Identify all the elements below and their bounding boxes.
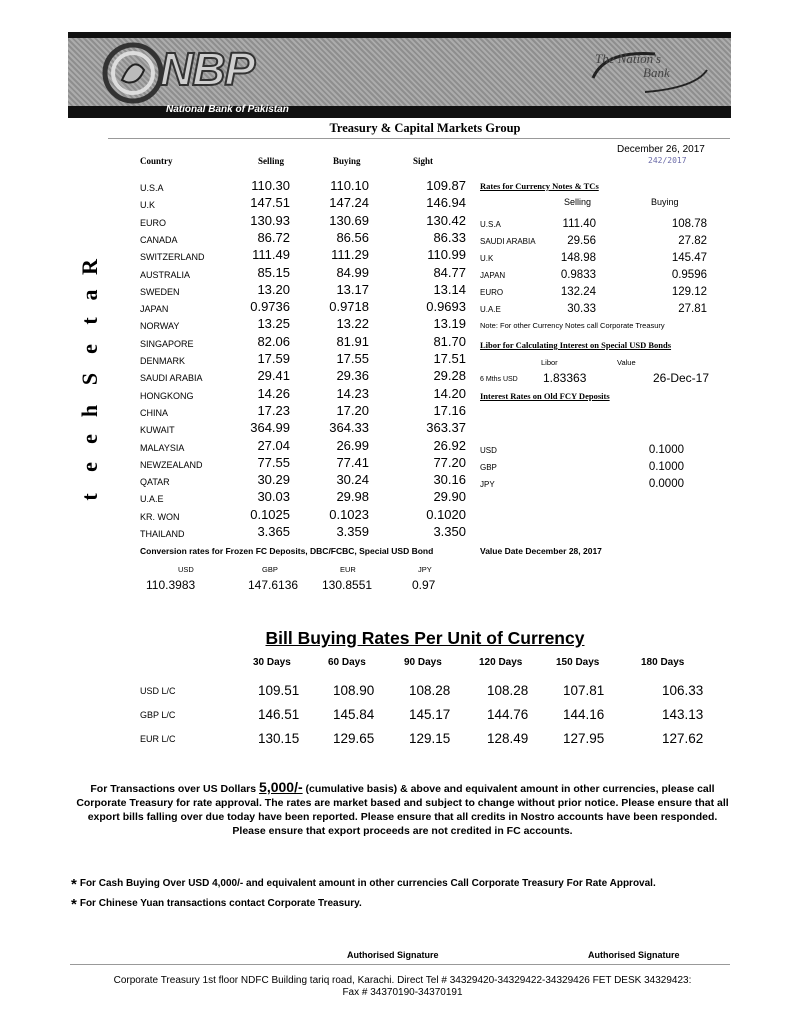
table-row: [480, 264, 710, 281]
sight-rate: 30.16: [433, 472, 466, 488]
nbp-emblem-icon: [100, 40, 166, 106]
notice-text-pre: For Transactions over US Dollars: [90, 783, 260, 795]
libor-title: Libor for Calculating Interest on Special USD Bonds: [480, 340, 672, 350]
sight-rate: 29.90: [433, 489, 466, 505]
table-row: [140, 228, 470, 245]
sight-rate: 13.14: [433, 281, 466, 297]
signature-label-1: Authorised Signature: [347, 950, 439, 960]
currency-name: JPY: [480, 480, 495, 489]
col-header-selling: Selling: [258, 156, 285, 166]
notes-tcs-title: Rates for Currency Notes & TCs: [480, 181, 599, 191]
table-row: [140, 505, 470, 522]
notice-text-post: (cumulative basis) & above and equivalent amount in other currencies, please call Corporate Treasury for rate approval. The rates are market based and subject to change without prior notice. Please ensure that all export bills falling over due today have been reported. Please ensure that all credits in Nostro accounts have been responded. Please ensure that export proceeds are not credited in FC accounts.: [76, 783, 729, 837]
conversion-rate: 110.3983: [146, 578, 196, 592]
table-row: [140, 366, 470, 383]
libor-rate: 1.83363: [543, 371, 587, 385]
sight-rate: 3.350: [433, 524, 466, 539]
col-header-sight: Sight: [413, 156, 434, 166]
table-row: [480, 473, 710, 490]
bill-rate: 127.95: [563, 731, 605, 746]
notes-header-selling: Selling: [564, 197, 592, 207]
vertical-letter: e: [77, 434, 102, 444]
libor-label: 6 Mths USD: [480, 376, 518, 383]
star-note-1: [71, 876, 656, 893]
country-name: U.S.A: [140, 183, 164, 193]
table-row: [140, 332, 470, 349]
country-name: U.A.E: [140, 494, 164, 505]
libor-header: Libor: [541, 358, 558, 367]
buying-rate: 145.47: [671, 252, 707, 264]
bill-rate: 109.51: [258, 683, 300, 698]
bill-rate: 129.15: [409, 731, 451, 746]
buying-rate: 27.82: [678, 235, 707, 247]
vertical-letter: a: [77, 289, 102, 301]
selling-rate: 148.98: [560, 252, 596, 264]
bill-rate: 146.51: [258, 707, 300, 722]
selling-rate: 364.99: [250, 420, 290, 436]
bill-rate: 127.62: [662, 731, 704, 746]
selling-rate: 86.72: [257, 229, 290, 245]
footer-line-1: Corporate Treasury 1st floor NDFC Building tariq road, Karachi. Direct Tel # 34329420-34329422-34329426 FET DESK 34329423:: [113, 975, 692, 986]
country-name: KUWAIT: [140, 425, 175, 436]
currency-name: EURO: [480, 288, 504, 297]
bill-rate: 130.15: [258, 731, 300, 746]
table-row: [140, 401, 470, 418]
sight-rate: 17.51: [433, 351, 466, 366]
conversion-rate: 147.6136: [248, 578, 299, 592]
selling-rate: 0.9736: [250, 299, 290, 315]
table-row: [140, 263, 470, 280]
table-row: [140, 314, 470, 331]
selling-rate: 30.33: [567, 303, 596, 315]
selling-rate: 30.03: [257, 489, 290, 505]
conversion-currency: GBP: [262, 565, 278, 574]
selling-rate: 147.51: [250, 195, 290, 211]
sheet-date: December 26, 2017: [617, 144, 705, 155]
sight-rate: 26.92: [433, 437, 466, 453]
currency-name: U.K: [480, 254, 494, 263]
selling-rate: 111.40: [562, 218, 596, 230]
star-note-2-text: For Chinese Yuan transactions contact Corporate Treasury.: [79, 898, 362, 909]
selling-rate: 17.59: [257, 351, 290, 366]
table-row: [140, 418, 470, 435]
country-name: SINGAPORE: [140, 338, 194, 349]
buying-rate: 130.69: [329, 212, 369, 228]
libor-value-date: 26-Dec-17: [653, 371, 710, 385]
table-row: [140, 280, 470, 297]
bill-rate: 145.17: [409, 707, 451, 722]
table-row: [140, 678, 710, 698]
table-row: [480, 298, 710, 315]
sight-rate: 84.77: [433, 264, 466, 280]
vertical-letter: e: [77, 344, 102, 354]
table-row: [480, 230, 710, 247]
selling-rate: 111.49: [252, 247, 290, 263]
bank-name: National Bank of Pakistan: [166, 104, 289, 115]
vertical-letter: R: [77, 259, 102, 275]
bill-currency-label: EUR L/C: [140, 734, 176, 744]
table-row: [480, 439, 710, 456]
bill-col-header: 30 Days: [253, 657, 291, 668]
vertical-letter: e: [77, 462, 102, 472]
bill-rate: 143.13: [662, 707, 704, 722]
country-name: JAPAN: [140, 304, 169, 315]
bill-rate: 145.84: [333, 707, 375, 722]
country-name: CANADA: [140, 234, 178, 245]
tagline-line-2: Bank: [643, 65, 670, 80]
sight-rate: 81.70: [433, 333, 466, 349]
table-row: [140, 211, 470, 228]
buying-rate: 13.17: [336, 281, 369, 297]
star-note-2: [71, 896, 362, 913]
sight-rate: 146.94: [426, 195, 466, 211]
country-name: SWITZERLAND: [140, 252, 205, 263]
buying-rate: 0.9718: [329, 299, 369, 315]
vertical-letter: t: [77, 317, 102, 325]
selling-rate: 130.93: [250, 212, 290, 228]
buying-rate: 110.10: [330, 178, 369, 193]
buying-rate: 77.41: [336, 454, 369, 470]
buying-rate: 0.9596: [671, 269, 707, 281]
col-header-country: Country: [140, 156, 173, 166]
country-name: DENMARK: [140, 356, 186, 366]
bill-rate: 129.65: [333, 731, 375, 746]
table-row: [140, 487, 470, 504]
table-row: [480, 213, 710, 230]
selling-rate: 13.25: [257, 316, 290, 332]
country-name: NORWAY: [140, 321, 180, 332]
group-title: Treasury & Capital Markets Group: [329, 121, 521, 135]
conversion-currency: USD: [178, 565, 194, 574]
footer-address: [70, 975, 735, 999]
selling-rate: 85.15: [257, 264, 290, 280]
bill-currency-label: GBP L/C: [140, 710, 176, 720]
reference-number: 242/2017: [648, 156, 687, 165]
bill-rate: 107.81: [563, 683, 605, 698]
notes-footnote: Note: For other Currency Notes call Corporate Treasury: [480, 321, 665, 330]
value-header: Value: [617, 358, 636, 367]
table-row: [140, 384, 470, 401]
buying-rate: 26.99: [336, 437, 369, 453]
sight-rate: 130.42: [426, 212, 466, 228]
buying-rate: 129.12: [671, 286, 707, 298]
selling-rate: 132.24: [560, 286, 596, 298]
buying-rate: 30.24: [336, 472, 369, 488]
selling-rate: 29.41: [257, 368, 290, 384]
bill-rate: 106.33: [662, 683, 704, 698]
tagline-line-1: The Nation's: [595, 51, 661, 66]
selling-rate: 14.26: [257, 385, 290, 401]
selling-rate: 3.365: [257, 524, 290, 539]
bill-rate: 144.16: [563, 707, 605, 722]
bill-buying-title: Bill Buying Rates Per Unit of Currency: [265, 628, 585, 648]
buying-rate: 81.91: [336, 333, 369, 349]
sight-rate: 109.87: [426, 178, 466, 193]
buying-rate: 0.1023: [329, 506, 369, 522]
bill-col-header: 150 Days: [556, 657, 600, 668]
selling-rate: 30.29: [257, 472, 290, 488]
country-name: AUSTRALIA: [140, 269, 191, 280]
currency-name: USD: [480, 446, 497, 455]
footer-line-2: Fax # 34370190-34370191: [342, 987, 463, 998]
sight-rate: 17.16: [433, 402, 466, 418]
notes-header-buying: Buying: [651, 197, 679, 207]
vertical-letter: h: [77, 404, 102, 418]
bill-col-header: 60 Days: [328, 657, 366, 668]
country-name: THAILAND: [140, 529, 185, 539]
buying-rate: 364.33: [329, 420, 369, 436]
selling-rate: 82.06: [257, 333, 290, 349]
conversion-currency: JPY: [418, 565, 432, 574]
currency-name: GBP: [480, 463, 497, 472]
bill-col-header: 90 Days: [404, 657, 442, 668]
currency-name: U.S.A: [480, 220, 501, 229]
sight-rate: 13.19: [433, 316, 466, 332]
interest-rate: 0.0000: [648, 478, 684, 490]
buying-rate: 108.78: [671, 218, 707, 230]
signature-label-2: Authorised Signature: [588, 950, 680, 960]
table-row: [480, 456, 710, 473]
bill-rate: 108.90: [333, 683, 375, 698]
bill-rate: 128.49: [487, 731, 529, 746]
table-row: [140, 176, 470, 193]
table-row: [140, 470, 470, 487]
bill-rate: 108.28: [409, 683, 451, 698]
table-row: [140, 349, 470, 366]
bill-col-header: 180 Days: [641, 657, 685, 668]
conversion-currency: EUR: [340, 565, 356, 574]
country-name: U.K: [140, 200, 156, 211]
table-row: [140, 436, 470, 453]
bill-currency-label: USD L/C: [140, 686, 176, 696]
currency-name: JAPAN: [480, 271, 506, 280]
conversion-rate: 0.97: [412, 578, 436, 592]
country-name: SAUDI ARABIA: [140, 373, 203, 384]
col-header-buying: Buying: [333, 156, 361, 166]
table-row: [140, 453, 470, 470]
selling-rate: 110.30: [251, 178, 290, 193]
country-name: HONGKONG: [140, 390, 194, 401]
conversion-rate: 130.8551: [322, 578, 373, 592]
buying-rate: 3.359: [336, 524, 369, 539]
selling-rate: 13.20: [257, 281, 290, 297]
sight-rate: 77.20: [433, 454, 466, 470]
buying-rate: 17.20: [336, 402, 369, 418]
country-name: CHINA: [140, 407, 169, 418]
selling-rate: 77.55: [257, 454, 290, 470]
selling-rate: 27.04: [257, 437, 290, 453]
conversion-value-date: Value Date December 28, 2017: [480, 546, 602, 556]
bill-col-header: 120 Days: [479, 657, 523, 668]
footer-divider: [70, 964, 730, 965]
sight-rate: 0.9693: [426, 299, 466, 315]
asterisk-icon: *: [71, 896, 77, 913]
bill-rate: 144.76: [487, 707, 529, 722]
conversion-title: Conversion rates for Frozen FC Deposits, DBC/FCBC, Special USD Bond: [140, 546, 434, 556]
divider: [108, 138, 730, 139]
tagline: [595, 52, 670, 80]
buying-rate: 147.24: [329, 195, 369, 211]
selling-rate: 0.9833: [560, 269, 596, 281]
table-row: [140, 245, 470, 262]
vertical-letter: S: [77, 372, 102, 386]
star-note-1-text: For Cash Buying Over USD 4,000/- and equivalent amount in other currencies Call Corporate Treasury For Rate Approval.: [79, 878, 656, 889]
fcy-title: Interest Rates on Old FCY Deposits: [480, 391, 610, 401]
sight-rate: 29.28: [433, 368, 466, 384]
currency-name: SAUDI ARABIA: [480, 237, 536, 246]
buying-rate: 13.22: [336, 316, 369, 332]
sight-rate: 86.33: [433, 229, 466, 245]
country-name: SWEDEN: [140, 286, 180, 297]
selling-rate: 0.1025: [250, 506, 290, 522]
transaction-notice: [70, 780, 735, 838]
country-name: MALAYSIA: [140, 442, 185, 453]
country-name: NEWZEALAND: [140, 459, 203, 470]
table-row: [140, 726, 710, 746]
asterisk-icon: *: [71, 876, 77, 893]
buying-rate: 14.23: [336, 385, 369, 401]
country-name: EURO: [140, 217, 167, 228]
table-row: [140, 193, 470, 210]
table-row: [140, 297, 470, 314]
vertical-letter: t: [77, 493, 102, 501]
currency-name: U.A.E: [480, 305, 501, 314]
table-row: [140, 522, 470, 539]
logo-text: NBP: [160, 43, 255, 95]
buying-rate: 86.56: [336, 229, 369, 245]
buying-rate: 111.29: [331, 247, 369, 263]
notice-amount: 5,000/-: [259, 779, 303, 795]
selling-rate: 29.56: [567, 235, 596, 247]
buying-rate: 29.36: [336, 368, 369, 384]
selling-rate: 17.23: [257, 402, 290, 418]
buying-rate: 27.81: [678, 303, 707, 315]
sight-rate: 0.1020: [426, 506, 466, 522]
sight-rate: 110.99: [427, 247, 466, 263]
buying-rate: 17.55: [336, 351, 369, 366]
country-name: KR. WON: [140, 511, 180, 522]
bill-rate: 108.28: [487, 683, 529, 698]
buying-rate: 29.98: [336, 489, 369, 505]
table-row: [140, 702, 710, 722]
country-name: QATAR: [140, 477, 170, 488]
interest-rate: 0.1000: [648, 444, 684, 456]
sight-rate: 363.37: [426, 420, 466, 436]
buying-rate: 84.99: [336, 264, 369, 280]
table-row: [480, 281, 710, 298]
interest-rate: 0.1000: [648, 461, 684, 473]
table-row: [480, 247, 710, 264]
sight-rate: 14.20: [433, 385, 466, 401]
